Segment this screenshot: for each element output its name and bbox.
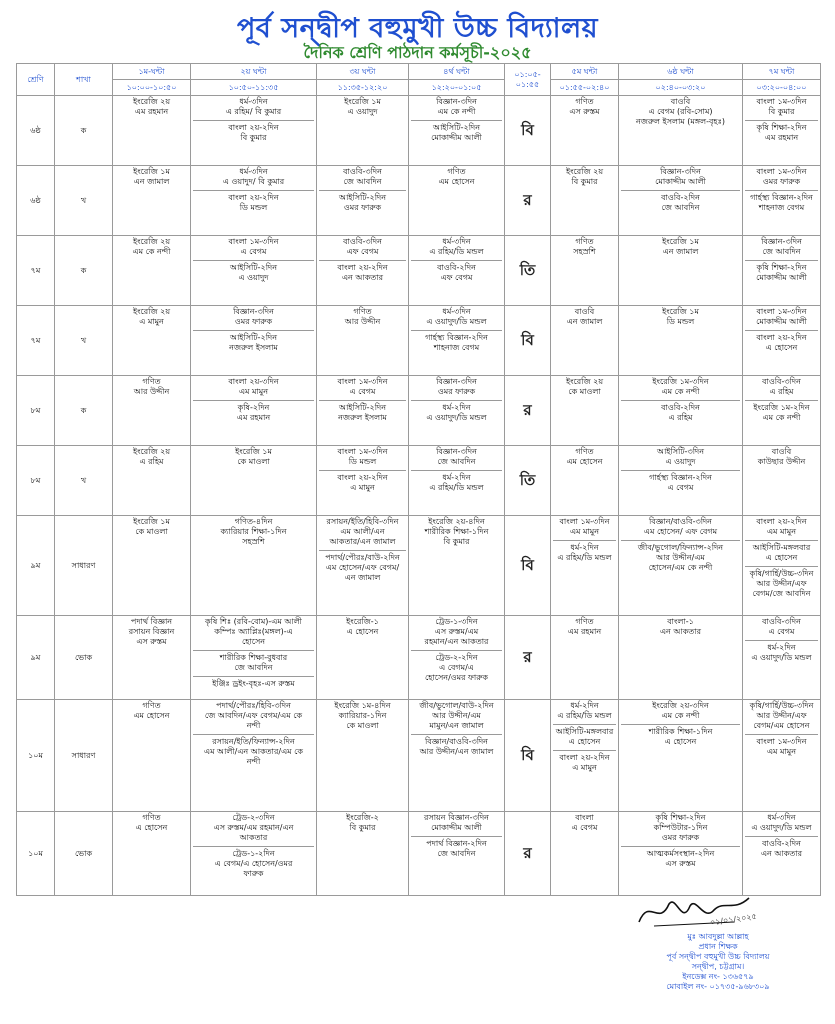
subject-entry: রসায়ন বিজ্ঞান-৩দিন মোকাদ্দীম আলী bbox=[424, 813, 489, 832]
subject-entry: বাংলা ২য়-২দিন বি কুমার bbox=[193, 120, 314, 143]
subject-entry: ইংরেজি ২য় বি কুমার bbox=[565, 167, 604, 186]
subject-entry: বাওবি-২দিন এ রহিম bbox=[621, 400, 740, 423]
break-cell bbox=[505, 376, 551, 446]
period-cell bbox=[551, 306, 619, 376]
subject-entry: ইংরেজি ১ম-৩দিন এম কে নন্দী bbox=[652, 377, 709, 396]
subject-entry: বিজ্ঞান/বাওবি-৩দিন আর উদ্দীন/এন জামাল bbox=[411, 734, 502, 757]
period-cell bbox=[317, 516, 409, 616]
period-cell bbox=[191, 446, 317, 516]
period-header: ৩য় ঘন্টা bbox=[317, 64, 409, 80]
subject-entry: গণিত আর উদ্দীন bbox=[133, 377, 170, 396]
subject-entry: ধর্ম-৩দিন এ রহিম/ বি কুমার bbox=[225, 97, 282, 116]
subject-entry: আইসিটি-মঙ্গলবার এ হোসেন bbox=[745, 540, 818, 563]
subject-entry: বিজ্ঞান-৩দিন এম কে নন্দী bbox=[436, 97, 477, 116]
subject-entry: ইংরেজি ১ম ডি মন্ডল bbox=[662, 307, 699, 326]
routine-table bbox=[16, 63, 821, 896]
break-cell bbox=[505, 306, 551, 376]
period-time: ০১:৫৫-০২:৪০ bbox=[551, 80, 619, 96]
period-cell bbox=[409, 446, 505, 516]
subject-entry: আইসিটি-২দিন মোকাদ্দীম আলী bbox=[411, 120, 502, 143]
subject-entry: আইসিটি-২দিন ওমর ফারুক bbox=[319, 190, 406, 213]
subject-entry: বাওবি-৩দিন এ রহিম bbox=[762, 377, 801, 396]
branch-cell: ভোক bbox=[55, 616, 113, 700]
period-cell bbox=[551, 166, 619, 236]
table-row bbox=[17, 376, 821, 446]
period-cell bbox=[551, 812, 619, 896]
subject-entry: বাওবি এ বেগম (রবি-সোম) নজরুল ইসলাম (মঙ্গল-বৃহঃ) bbox=[635, 97, 726, 126]
class-cell: ৮ম bbox=[17, 446, 55, 516]
period-time: ০২:৪০-০৩:২০ bbox=[619, 80, 743, 96]
subject-entry: আইসিটি-২দিন নজরুল ইসলাম bbox=[193, 330, 314, 353]
period-header: ১ম-ঘন্টা bbox=[113, 64, 191, 80]
subject-entry: বিজ্ঞান-৩দিন জে আবদিন bbox=[436, 447, 477, 466]
subject-entry: গণিত এম হোসেন bbox=[566, 447, 603, 466]
subject-entry: জীব/ভুগোল/বাউ-২দিন আর উদ্দীন/এম মামুন/এন জামাল bbox=[419, 701, 494, 730]
col-header-class: শ্রেণি bbox=[17, 64, 55, 96]
subject-entry: বাংলা ১ম-৩দিন এ বেগম bbox=[228, 237, 279, 256]
subject-entry: কৃষি শিঃ (রবি-বোম)-এম আলী কম্পিঃ অ্যাপ্লিঃ(মঙ্গল)-এ হোসেন bbox=[205, 617, 302, 646]
subject-entry: ইংরেজি ২য় কে মাওলা bbox=[565, 377, 604, 396]
break-letter: র bbox=[523, 401, 532, 419]
period-cell bbox=[113, 376, 191, 446]
period-cell bbox=[551, 516, 619, 616]
subject-entry: ইংরেজি ১ম-৪দিন ক্যারিয়ার-১দিন কে মাওলা bbox=[334, 701, 391, 730]
subject-entry: ইংরেজি ২য়-৪দিন শারীরিক শিক্ষা-১দিন বি কুমার bbox=[424, 517, 489, 546]
period-header: ৫ম ঘন্টা bbox=[551, 64, 619, 80]
subject-entry: আইসিটি-২দিন এ ওয়াদুদ bbox=[193, 260, 314, 283]
subject-entry: ইংরেজি ১ম-২দিন এম কে নন্দী bbox=[745, 400, 818, 423]
subject-entry: বাওবি-২দিন এফ বেগম bbox=[411, 260, 502, 283]
table-row bbox=[17, 306, 821, 376]
subject-entry: বিজ্ঞান-৩দিন জে আবদিন bbox=[761, 237, 802, 256]
headmaster-name: মুঃ আবদুল্লা আল্লাহ bbox=[687, 932, 749, 941]
subject-entry: ধর্ম-৩দিন এ ওয়াদুদ/ বি কুমার bbox=[222, 167, 285, 186]
subject-entry: বাওবি এন জামাল bbox=[566, 307, 603, 326]
break-letter: র bbox=[523, 191, 532, 209]
period-header: ৭ম ঘন্টা bbox=[743, 64, 821, 80]
table-row bbox=[17, 96, 821, 166]
branch-cell: খ bbox=[55, 166, 113, 236]
class-cell: ৭ম bbox=[17, 306, 55, 376]
subject-entry: বাওবি-২দিন এন আকতার bbox=[745, 836, 818, 859]
subject-entry: ট্রেড-১-২দিন এ বেগম/এ হোসেন/ওমর ফারুক bbox=[193, 846, 314, 879]
col-header-branch: শাখা bbox=[55, 64, 113, 96]
subject-entry: জীব/ভুগোল/ফিন্যান্স-২দিন আর উদ্দীন/এম হোসেন/এম কে নন্দী bbox=[621, 540, 740, 573]
period-cell bbox=[113, 700, 191, 812]
break-letter: বি bbox=[521, 746, 534, 764]
table-row bbox=[17, 812, 821, 896]
subject-entry: ইংরেজি ২য় এম রহমান bbox=[132, 97, 171, 116]
period-cell bbox=[409, 516, 505, 616]
subject-entry: বাওবি কাউছার উদ্দীন bbox=[757, 447, 806, 466]
period-cell bbox=[317, 236, 409, 306]
break-letter: বি bbox=[521, 556, 534, 574]
subject-entry: কৃষি শিক্ষা-২দিন কম্পিউটার-১দিন ওমর ফারুক bbox=[653, 813, 708, 842]
period-cell bbox=[191, 616, 317, 700]
subject-entry: ধর্ম-২দিন এ ওয়াদুদ/ডি মন্ডল bbox=[411, 400, 502, 423]
subject-entry: ট্রেড-১-৩দিন এস রুস্তম/এম রহমান/এন আকতার bbox=[424, 617, 489, 646]
subject-entry: গণিত এস রুস্তম bbox=[569, 97, 600, 116]
class-cell: ৯ম bbox=[17, 616, 55, 700]
subject-entry: ট্রেড-২-২দিন এ বেগম/এ হোসেন/ওমর ফারুক bbox=[411, 650, 502, 683]
subject-entry: ইংরেজি ২য় এ মামুন bbox=[132, 307, 171, 326]
period-cell bbox=[619, 616, 743, 700]
subject-entry: বাংলা এ বেগম bbox=[571, 813, 598, 832]
table-row bbox=[17, 236, 821, 306]
period-cell bbox=[409, 700, 505, 812]
subject-entry: বাওবি-৩দিন এফ বেগম bbox=[343, 237, 382, 256]
period-cell bbox=[113, 516, 191, 616]
period-cell bbox=[409, 236, 505, 306]
subject-entry: ইংরেজি ১ম এন জামাল bbox=[662, 237, 699, 256]
subject-entry: গণিত এম রহমান bbox=[567, 617, 602, 636]
period-cell bbox=[619, 516, 743, 616]
break-cell bbox=[505, 96, 551, 166]
period-cell bbox=[191, 236, 317, 306]
table-row bbox=[17, 516, 821, 616]
header-row-periods bbox=[17, 64, 821, 80]
period-cell bbox=[317, 376, 409, 446]
subject-entry: বিজ্ঞান-৩দিন ওমর ফারুক bbox=[436, 377, 477, 396]
period-cell bbox=[317, 306, 409, 376]
subject-entry: শারীরিক শিক্ষা-বুধবার জে আবদিন bbox=[193, 650, 314, 673]
signature-date: ০১/০১/২০২৫ bbox=[709, 911, 758, 928]
subject-entry: গণিত আর উদ্দীন bbox=[344, 307, 381, 326]
break-letter: র bbox=[523, 648, 532, 666]
subject-entry: বাংলা-১ এন আকতার bbox=[659, 617, 702, 636]
subject-entry: ইংরেজি-২ বি কুমার bbox=[346, 813, 379, 832]
period-cell bbox=[743, 306, 821, 376]
subject-entry: বাংলা ১ম-৩দিন এম মামুন bbox=[559, 517, 610, 536]
subject-entry: বাওবি-৩দিন এ বেগম bbox=[762, 617, 801, 636]
break-letter: র bbox=[523, 844, 532, 862]
subject-entry: বাংলা ২য়-২দিন ডি মন্ডল bbox=[193, 190, 314, 213]
period-cell bbox=[619, 96, 743, 166]
period-cell bbox=[409, 166, 505, 236]
period-cell bbox=[743, 616, 821, 700]
subject-entry: পদার্থ বিজ্ঞান-২দিন জে আবদিন bbox=[411, 836, 502, 859]
period-cell bbox=[113, 96, 191, 166]
table-row bbox=[17, 700, 821, 812]
branch-cell: ক bbox=[55, 376, 113, 446]
break-cell bbox=[505, 616, 551, 700]
break-cell bbox=[505, 166, 551, 236]
period-cell bbox=[743, 236, 821, 306]
subject-entry: গণিত এম হোসেন bbox=[438, 167, 475, 186]
period-cell bbox=[113, 616, 191, 700]
branch-cell: সাধারণ bbox=[55, 516, 113, 616]
period-time: ১০:৫০-১১:৩৫ bbox=[191, 80, 317, 96]
period-cell bbox=[409, 376, 505, 446]
subject-entry: বাংলা ১ম-৩দিন মোকাদ্দীম আলী bbox=[756, 307, 807, 326]
table-row bbox=[17, 616, 821, 700]
class-cell: ১০ম bbox=[17, 700, 55, 812]
break-letter: বি bbox=[521, 121, 534, 139]
school-title: পূর্ব সন্দ্বীপ বহুমুখী উচ্চ বিদ্যালয় bbox=[236, 13, 599, 44]
period-cell bbox=[113, 306, 191, 376]
subject-entry: বাংলা ২য়-২দিন এ মামুন bbox=[553, 750, 616, 773]
subject-entry: পদার্থ/পৌরঃ/বাউ-২দিন এম হোসেন/এফ বেগম/ এন জামাল bbox=[319, 550, 406, 583]
class-cell: ৬ষ্ঠ bbox=[17, 166, 55, 236]
class-cell: ৬ষ্ঠ bbox=[17, 96, 55, 166]
period-cell bbox=[317, 812, 409, 896]
subject-entry: বাংলা ২য়-২দিন এ মামুন bbox=[319, 470, 406, 493]
break-time-header bbox=[505, 64, 551, 96]
subject-entry: রসায়ন/ইতি/ফিন্যান্স-২দিন এম আলী/এন আকতার/এম কে নন্দী bbox=[193, 734, 314, 767]
branch-cell: সাধারণ bbox=[55, 700, 113, 812]
period-time: ১০:০০-১০:৫০ bbox=[113, 80, 191, 96]
subject-entry: বাওবি-২দিন জে আবদিন bbox=[621, 190, 740, 213]
subject-entry: ইংরেজি ১ম এ ওয়াদুদ bbox=[344, 97, 381, 116]
period-cell bbox=[743, 96, 821, 166]
subject-entry: বাংলা ২য়-২দিন এ হোসেন bbox=[745, 330, 818, 353]
subject-entry: গণিত-৪দিন ক্যারিয়ার শিক্ষা-১দিন সহস্রশি bbox=[220, 517, 287, 546]
subject-entry: বাংলা ১ম-৩দিন ডি মন্ডল bbox=[337, 447, 388, 466]
subject-entry: আইসিটি-মঙ্গলবার এ হোসেন bbox=[553, 724, 616, 747]
subject-entry: বাংলা ২য়-৩দিন এম মামুন bbox=[228, 377, 279, 396]
period-cell bbox=[743, 446, 821, 516]
period-cell bbox=[409, 616, 505, 700]
period-cell bbox=[743, 812, 821, 896]
school-place: সন্দ্বীপ, চট্টগ্রাম। bbox=[691, 962, 745, 971]
table-row bbox=[17, 166, 821, 236]
subject-entry: ইঞ্জিঃ ড্রইং-বৃহঃ-এস রুস্তম bbox=[193, 676, 314, 689]
period-cell bbox=[409, 812, 505, 896]
subject-entry: ধর্ম-৩দিন এ রহিম/ডি মন্ডল bbox=[429, 237, 484, 256]
subject-entry: গার্হস্থ্য বিজ্ঞান-২দিন শাহনাজ বেগম bbox=[745, 190, 818, 213]
subject-entry: আত্মকর্মসংস্থান-২দিন এস রুস্তম bbox=[621, 846, 740, 869]
break-letter: তি bbox=[519, 471, 536, 489]
subject-entry: ধর্ম-২দিন এ রহিম/ডি মন্ডল bbox=[553, 540, 616, 563]
branch-cell: ক bbox=[55, 236, 113, 306]
break-time-end: ০১:৫৫ bbox=[515, 79, 540, 89]
subject-entry: ইংরেজি ২য় এম কে নন্দী bbox=[132, 237, 171, 256]
subject-entry: ধর্ম-৩দিন এ ওয়াদুদ/ডি মন্ডল bbox=[751, 813, 812, 832]
period-cell bbox=[619, 446, 743, 516]
period-cell bbox=[113, 166, 191, 236]
subject-entry: ইংরেজি ২য় এ রহিম bbox=[132, 447, 171, 466]
period-cell bbox=[317, 446, 409, 516]
period-cell bbox=[551, 96, 619, 166]
subject-entry: ইংরেজি-১ এ হোসেন bbox=[346, 617, 379, 636]
period-cell bbox=[317, 96, 409, 166]
period-cell bbox=[191, 700, 317, 812]
branch-cell: ক bbox=[55, 96, 113, 166]
subject-entry: বাওবি-৩দিন জে আবদিন bbox=[343, 167, 382, 186]
class-cell: ৯ম bbox=[17, 516, 55, 616]
period-cell bbox=[619, 812, 743, 896]
break-cell bbox=[505, 236, 551, 306]
period-time: ১১:৩৫-১২:২০ bbox=[317, 80, 409, 96]
subject-entry: বাংলা ১ম-৩দিন বি কুমার bbox=[756, 97, 807, 116]
break-letter: তি bbox=[519, 261, 536, 279]
subject-entry: কৃষি শিক্ষা-২দিন মোকাদ্দীম আলী bbox=[745, 260, 818, 283]
subject-entry: কৃষি-২দিন এম রহমান bbox=[193, 400, 314, 423]
subject-entry: গণিত এম হোসেন bbox=[133, 701, 170, 720]
period-cell bbox=[409, 306, 505, 376]
subject-entry: কৃষি/গার্হি/উচ্চ-৩দিন আর উদ্দীন/এফ বেগম/জে আবদিন bbox=[745, 566, 818, 599]
subject-entry: গণিত সহস্রশি bbox=[573, 237, 596, 256]
break-cell bbox=[505, 516, 551, 616]
period-cell bbox=[113, 236, 191, 306]
index-number: ইনডেক্স নং- ১৩৬৫৭৯ bbox=[682, 972, 754, 981]
period-cell bbox=[551, 376, 619, 446]
subject-entry: বাংলা ২য়-২দিন এন আকতার bbox=[319, 260, 406, 283]
subject-entry: ধর্ম-২দিন এ ওয়াদুদ/ডি মন্ডল bbox=[745, 640, 818, 663]
subject-entry: বিজ্ঞান-৩দিন মোকাদ্দীম আলী bbox=[655, 167, 706, 186]
subject-entry: গণিত এ হোসেন bbox=[135, 813, 168, 832]
period-cell bbox=[191, 812, 317, 896]
period-cell bbox=[317, 700, 409, 812]
school-name: পূর্ব সন্দ্বীপ বহুমুখী উচ্চ বিদ্যালয় bbox=[666, 952, 770, 961]
period-cell bbox=[551, 236, 619, 306]
period-cell bbox=[551, 446, 619, 516]
subject-entry: বাংলা ১ম-৩দিন এম মামুন bbox=[745, 734, 818, 757]
header-row-times bbox=[17, 80, 821, 96]
period-cell bbox=[317, 166, 409, 236]
break-cell bbox=[505, 812, 551, 896]
break-time-start: ০১:০৫- bbox=[514, 69, 541, 79]
period-header: ৪র্থ ঘন্টা bbox=[409, 64, 505, 80]
period-header: ৬ষ্ঠ ঘন্টা bbox=[619, 64, 743, 80]
period-cell bbox=[191, 96, 317, 166]
period-cell bbox=[743, 376, 821, 446]
period-cell bbox=[191, 516, 317, 616]
routine-subtitle: দৈনিক শ্রেণি পাঠদান কর্মসূচী-২০২৫ bbox=[303, 43, 532, 62]
period-cell bbox=[409, 96, 505, 166]
subject-entry: কৃষি/গার্হি/উচ্চ-৩দিন আর উদ্দীন/এফ বেগম/এম হোসেন bbox=[749, 701, 814, 730]
period-cell bbox=[743, 166, 821, 236]
period-time: ১২:২০-০১:০৫ bbox=[409, 80, 505, 96]
period-cell bbox=[619, 236, 743, 306]
period-time: ০৩:২০-০৪:০০ bbox=[743, 80, 821, 96]
mobile-number: মোবাইল নং- ০১৭৩৫-৯৬৮৩০৯ bbox=[666, 982, 770, 991]
period-cell bbox=[191, 306, 317, 376]
subject-entry: ধর্ম-৩দিন এ ওয়াদুদ/ডি মন্ডল bbox=[426, 307, 487, 326]
period-cell bbox=[743, 516, 821, 616]
class-cell: ৮ম bbox=[17, 376, 55, 446]
subject-entry: ইংরেজি ২য়-৩দিন এম কে নন্দী bbox=[652, 701, 709, 720]
branch-cell: খ bbox=[55, 446, 113, 516]
period-cell bbox=[743, 700, 821, 812]
period-cell bbox=[551, 700, 619, 812]
class-cell: ৭ম bbox=[17, 236, 55, 306]
period-header: ২য় ঘন্টা bbox=[191, 64, 317, 80]
break-letter: বি bbox=[521, 331, 534, 349]
period-cell bbox=[113, 812, 191, 896]
break-cell bbox=[505, 446, 551, 516]
subject-entry: ইংরেজি ১ম এন জামাল bbox=[133, 167, 170, 186]
subject-entry: বাংলা ১ম-৩দিন ওমর ফারুক bbox=[756, 167, 807, 186]
subject-entry: রসায়ন/ইতি/হিবি-৩দিন এম আলী/এন আকতার/এন জামাল bbox=[326, 517, 399, 546]
table-row bbox=[17, 446, 821, 516]
subject-entry: বাংলা ২য়-২দিন এম মামুন bbox=[756, 517, 807, 536]
branch-cell: ভোক bbox=[55, 812, 113, 896]
subject-entry: আইসিটি-৩দিন এ ওয়াদুদ bbox=[656, 447, 705, 466]
break-cell bbox=[505, 700, 551, 812]
subject-entry: পদার্থ/পৌরঃ/হিবি-৩দিন জে আবদিন/এফ বেগম/এম কে নন্দী bbox=[204, 701, 303, 730]
subject-entry: ইংরেজি ১ম কে মাওলা bbox=[133, 517, 170, 536]
subject-entry: ইংরেজি ১ম কে মাওলা bbox=[235, 447, 272, 466]
subject-entry: ট্রেড-২-৩দিন এস রুস্তম/এম রহমান/এন আকতার bbox=[213, 813, 294, 842]
subject-entry: বিজ্ঞান-৩দিন ওমর ফারুক bbox=[233, 307, 274, 326]
branch-cell: খ bbox=[55, 306, 113, 376]
subject-entry: বিজ্ঞান/বাওবি-৩দিন এম হোসেন/ এফ বেগম bbox=[643, 517, 718, 536]
subject-entry: পদার্থ বিজ্ঞান রসায়ন বিজ্ঞান এস রুস্তম bbox=[128, 617, 175, 646]
headmaster-role: প্রধান শিক্ষক bbox=[698, 942, 738, 951]
period-cell bbox=[191, 376, 317, 446]
period-cell bbox=[619, 376, 743, 446]
period-cell bbox=[191, 166, 317, 236]
period-cell bbox=[317, 616, 409, 700]
period-cell bbox=[619, 306, 743, 376]
subject-entry: শারীরিক শিক্ষা-১দিন এ হোসেন bbox=[621, 724, 740, 747]
subject-entry: গার্হস্থ্য বিজ্ঞান-২দিন এ বেগম bbox=[621, 470, 740, 493]
class-cell: ১০ম bbox=[17, 812, 55, 896]
period-cell bbox=[619, 700, 743, 812]
period-cell bbox=[551, 616, 619, 700]
subject-entry: গার্হস্থ্য বিজ্ঞান-২দিন শাহনাজ বেগম bbox=[411, 330, 502, 353]
period-cell bbox=[113, 446, 191, 516]
period-cell bbox=[619, 166, 743, 236]
subject-entry: কৃষি শিক্ষা-২দিন এম রহমান bbox=[745, 120, 818, 143]
subject-entry: ধর্ম-২দিন এ রহিম/ডি মন্ডল bbox=[557, 701, 612, 720]
subject-entry: বাংলা ১ম-৩দিন এ বেগম bbox=[337, 377, 388, 396]
subject-entry: ধর্ম-২দিন এ রহিম/ডি মন্ডল bbox=[411, 470, 502, 493]
subject-entry: আইসিটি-২দিন নজরুল ইসলাম bbox=[319, 400, 406, 423]
